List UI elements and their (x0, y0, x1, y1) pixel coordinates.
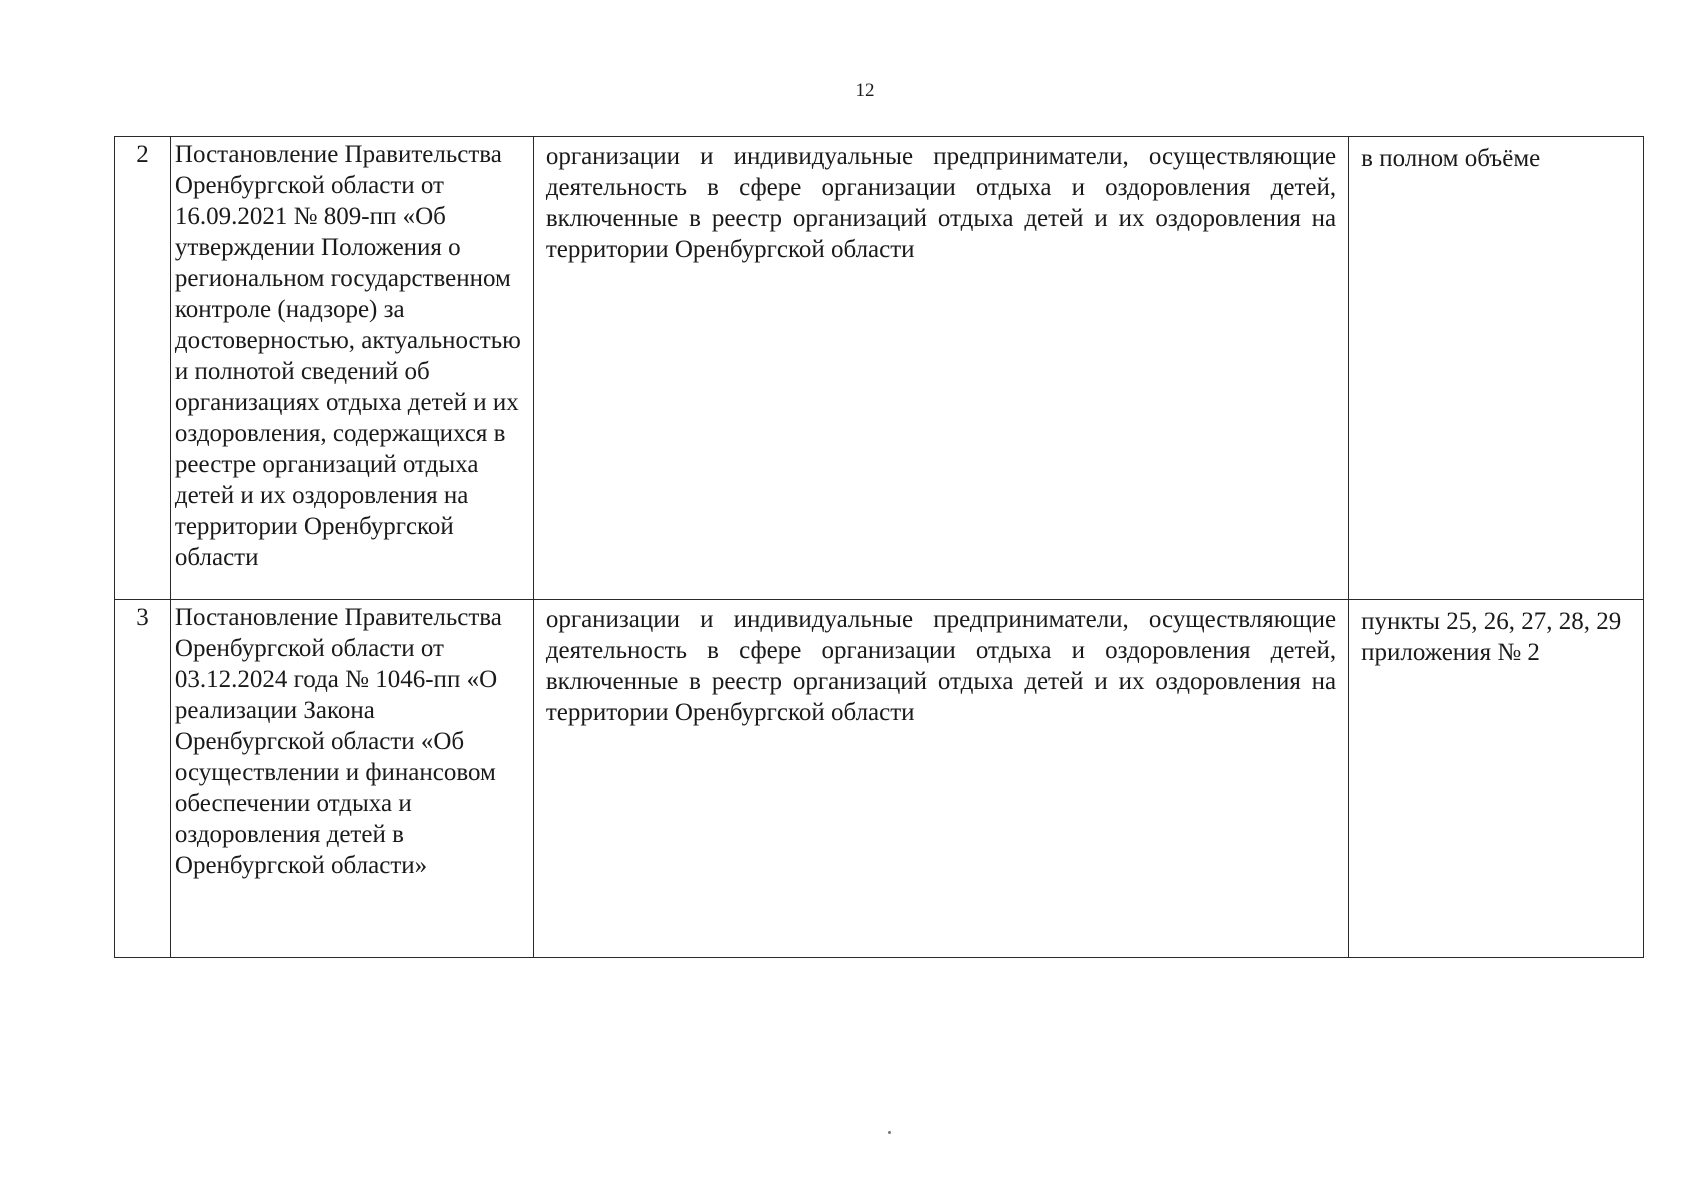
page-number: 12 (855, 80, 875, 101)
table-row (115, 600, 1644, 958)
scope-text: пункты 25, 26, 27, 28, 29 приложения № 2 (1361, 608, 1622, 666)
subjects-text: организации и индивидуальные предприниматели, осуществляющие деятельность в сфере организации отдыха и оздоровления детей, включенные в реестр организаций отдыха детей и их оздоровления на территории Оренбургской области (545, 143, 1337, 263)
row-number: 3 (136, 604, 149, 631)
row-number: 2 (136, 141, 149, 168)
row-number-cell (115, 600, 171, 958)
scan-speck (888, 1131, 891, 1134)
scope-cell (1349, 137, 1644, 600)
subjects-cell (533, 600, 1348, 958)
legal-act-cell (170, 137, 533, 600)
subjects-cell (533, 137, 1348, 600)
legal-act-cell (170, 600, 533, 958)
table-row (115, 137, 1644, 600)
legal-act-text: Постановление Правительства Оренбургской области от 03.12.2024 года № 1046-пп «О реализации Закона Оренбургской области «Об осуществлении и финансовом обеспечении отдыха и оздоровления детей в Оренбургской области» (174, 604, 502, 879)
row-number-cell (115, 137, 171, 600)
requirements-table (114, 136, 1644, 958)
scope-text: в полном объёме (1361, 145, 1541, 172)
legal-act-text: Постановление Правительства Оренбургской области от 16.09.2021 № 809-пп «Об утверждении Положения о региональном государственном контроле (надзоре) за достоверностью, актуальностью и полнотой сведений об организациях отдыха детей и их оздоровления, содержащихся в реестре организаций отдыха детей и их оздоровления на территории Оренбургской области (174, 141, 521, 571)
scope-cell (1349, 600, 1644, 958)
subjects-text: организации и индивидуальные предприниматели, осуществляющие деятельность в сфере организации отдыха и оздоровления детей, включенные в реестр организаций отдыха детей и их оздоровления на территории Оренбургской области (545, 606, 1337, 726)
